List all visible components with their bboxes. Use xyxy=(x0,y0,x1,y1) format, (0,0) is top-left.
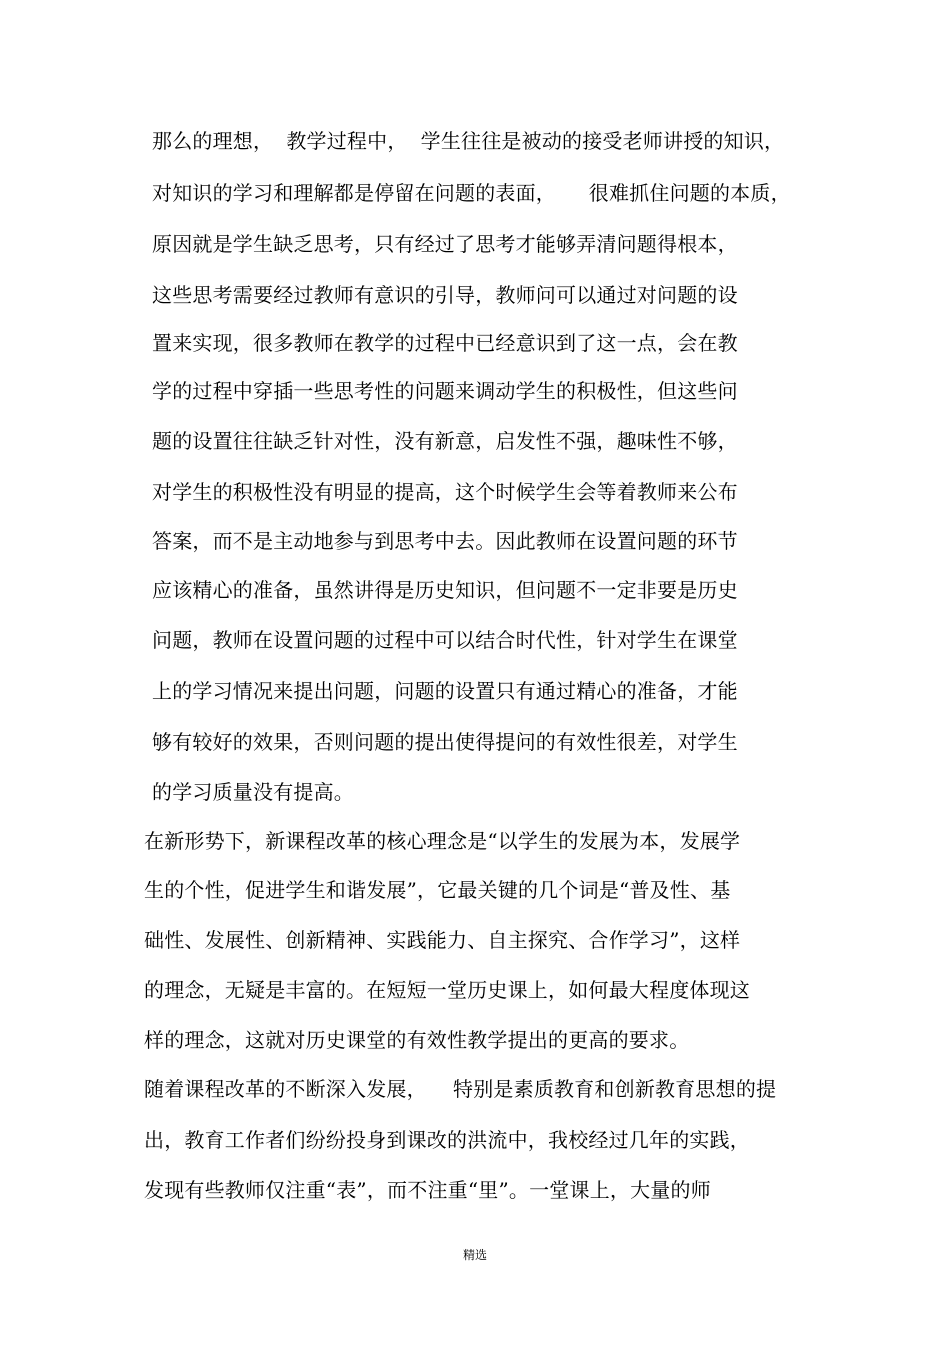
text-line: 那么的理想， 教学过程中， 学生往往是被动的接受老师讲授的知识， xyxy=(152,129,785,153)
text-line: 样的理念，这就对历史课堂的有效性教学提出的更高的要求。 xyxy=(144,1028,690,1052)
text-line: 够有较好的效果，否则问题的提出使得提问的有效性很差，对学生 xyxy=(152,730,738,754)
text-line: 题的设置往往缺乏针对性，没有新意，启发性不强，趣味性不够， xyxy=(152,429,738,453)
text-line: 随着课程改革的不断深入发展， 特别是素质教育和创新教育思想的提 xyxy=(144,1077,777,1101)
text-line: 础性、发展性、创新精神、实践能力、自主探究、合作学习”，这样 xyxy=(144,928,741,952)
text-line: 答案，而不是主动地参与到思考中去。因此教师在设置问题的环节 xyxy=(152,529,738,553)
text-line: 在新形势下，新课程改革的核心理念是“以学生的发展为本，发展学 xyxy=(144,829,741,853)
text-line: 置来实现，很多教师在教学的过程中已经意识到了这一点，会在教 xyxy=(152,331,738,355)
text-line: 出，教育工作者们纷纷投身到课改的洪流中，我校经过几年的实践， xyxy=(144,1128,750,1152)
text-line: 应该精心的准备，虽然讲得是历史知识，但问题不一定非要是历史 xyxy=(152,578,738,602)
text-line: 对知识的学习和理解都是停留在问题的表面， 很难抓住问题的本质， xyxy=(152,181,791,205)
text-line: 学的过程中穿插一些思考性的问题来调动学生的积极性，但这些问 xyxy=(152,379,738,403)
text-line: 问题，教师在设置问题的过程中可以结合时代性，针对学生在课堂 xyxy=(152,628,738,652)
text-line: 的学习质量没有提高。 xyxy=(152,780,354,804)
page-footer: 精选 xyxy=(462,1248,487,1262)
text-line: 的理念，无疑是丰富的。在短短一堂历史课上，如何最大程度体现这 xyxy=(144,978,750,1002)
text-line: 生的个性，促进学生和谐发展”，它最关键的几个词是“普及性、基 xyxy=(144,878,731,902)
text-line: 发现有些教师仅注重“表”，而不注重“里”。一堂课上，大量的师 xyxy=(144,1178,711,1202)
text-line: 原因就是学生缺乏思考，只有经过了思考才能够弄清问题得根本， xyxy=(152,232,738,256)
text-line: 上的学习情况来提出问题，问题的设置只有通过精心的准备，才能 xyxy=(152,679,738,703)
text-line: 这些思考需要经过教师有意识的引导，教师问可以通过对问题的设 xyxy=(152,283,738,307)
text-line: 对学生的积极性没有明显的提高，这个时候学生会等着教师来公布 xyxy=(152,480,738,504)
